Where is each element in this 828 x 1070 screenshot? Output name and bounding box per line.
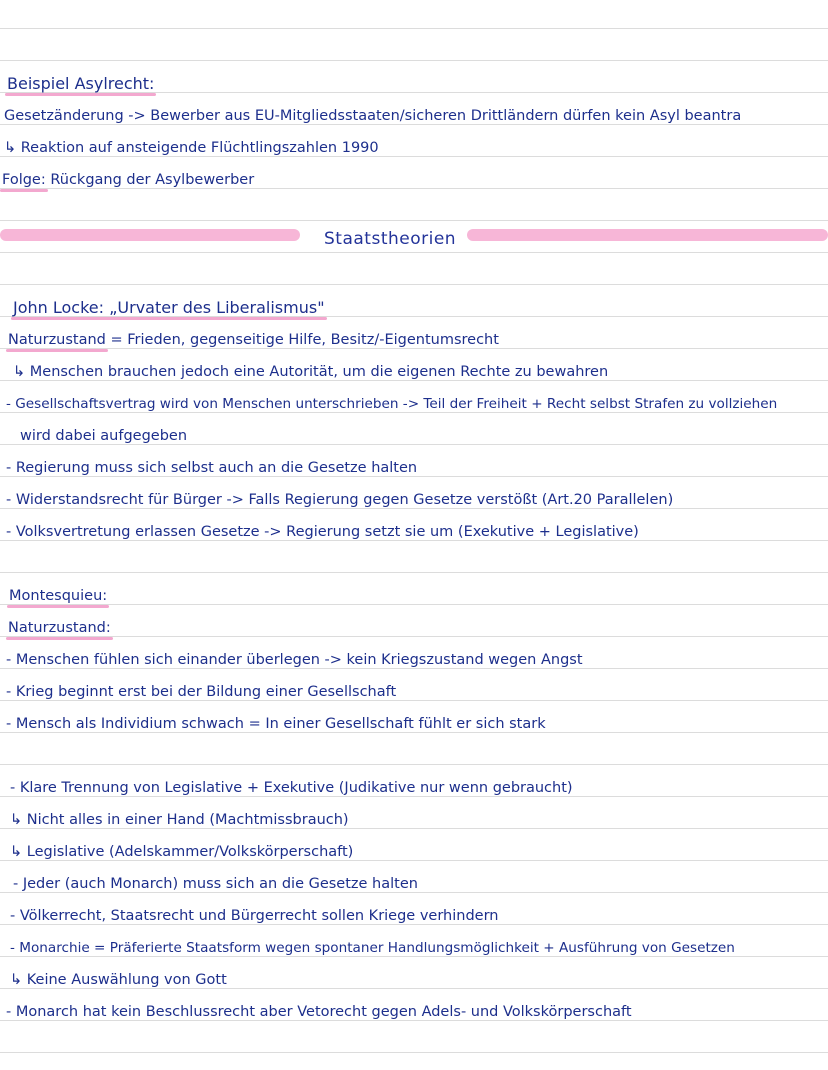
section-title: Staatstheorien xyxy=(324,229,457,249)
montesquieu-line-7: - Jeder (auch Monarch) muss sich an die Gesetze halten xyxy=(13,876,418,892)
asylum-line-3: Folge: Rückgang der Asylbewerber xyxy=(0,164,828,196)
locke-line-1: ↳ Menschen brauchen jedoch eine Autorität, um die eigenen Rechte zu bewahren xyxy=(13,364,609,380)
locke-natur-line: Naturzustand = Frieden, gegenseitige Hilfe, Besitz/-Eigentumsrecht xyxy=(0,324,828,356)
montesquieu-line-9: - Monarchie = Präferierte Staatsform wegen spontaner Handlungsmöglichkeit + Ausführung von Gesetzen xyxy=(10,940,735,956)
montesquieu-line-2: - Krieg beginnt erst bei der Bildung einer Gesellschaft xyxy=(6,684,397,700)
locke-line-2: - Gesellschaftsvertrag wird von Menschen unterschrieben -> Teil der Freiheit + Recht selbst Strafen zu vollziehen xyxy=(6,396,778,412)
asylum-heading: Beispiel Asylrecht: xyxy=(7,68,154,100)
title-bar-left xyxy=(0,229,300,241)
montesquieu-heading: Montesquieu: xyxy=(9,580,107,612)
montesquieu-line-10: ↳ Keine Auswählung von Gott xyxy=(10,972,227,988)
locke-heading: John Locke: „Urvater des Liberalismus" xyxy=(13,292,325,324)
locke-line-6: - Volksvertretung erlassen Gesetze -> Regierung setzt sie um (Exekutive + Legislative) xyxy=(6,524,639,540)
montesquieu-line-5: ↳ Nicht alles in einer Hand (Machtmissbrauch) xyxy=(10,812,349,828)
asylum-heading-line xyxy=(0,68,828,100)
locke-natur-label: Naturzustand xyxy=(8,324,106,356)
locke-heading-line xyxy=(0,292,828,324)
montesquieu-line-3: - Mensch als Individium schwach = In einer Gesellschaft fühlt er sich stark xyxy=(6,716,546,732)
folge-label: Folge: xyxy=(2,164,46,196)
montesquieu-natur-line xyxy=(0,612,828,644)
locke-line-5: - Widerstandsrecht für Bürger -> Falls Regierung gegen Gesetze verstößt (Art.20 Parallelen) xyxy=(6,492,674,508)
montesquieu-line-6: ↳ Legislative (Adelskammer/Volkskörperschaft) xyxy=(10,844,354,860)
montesquieu-line-4: - Klare Trennung von Legislative + Exekutive (Judikative nur wenn gebraucht) xyxy=(10,780,573,796)
title-bar-right xyxy=(467,229,828,241)
montesquieu-line-8: - Völkerrecht, Staatsrecht und Bürgerrecht sollen Kriege verhindern xyxy=(10,908,499,924)
montesquieu-line-1: - Menschen fühlen sich einander überlegen -> kein Kriegszustand wegen Angst xyxy=(6,652,583,668)
asylum-line-1: Gesetzänderung -> Bewerber aus EU-Mitgliedsstaaten/sicheren Drittländern dürfen kein Asyl beantra xyxy=(4,108,742,124)
montesquieu-natur-label: Naturzustand: xyxy=(8,612,111,644)
montesquieu-heading-line xyxy=(0,580,828,612)
locke-line-4: - Regierung muss sich selbst auch an die Gesetze halten xyxy=(6,460,418,476)
montesquieu-line-11: - Monarch hat kein Beschlussrecht aber Vetorecht gegen Adels- und Volkskörperschaft xyxy=(6,1004,632,1020)
asylum-line-2: ↳ Reaktion auf ansteigende Flüchtlingszahlen 1990 xyxy=(4,140,379,156)
locke-line-3: wird dabei aufgegeben xyxy=(20,428,188,444)
